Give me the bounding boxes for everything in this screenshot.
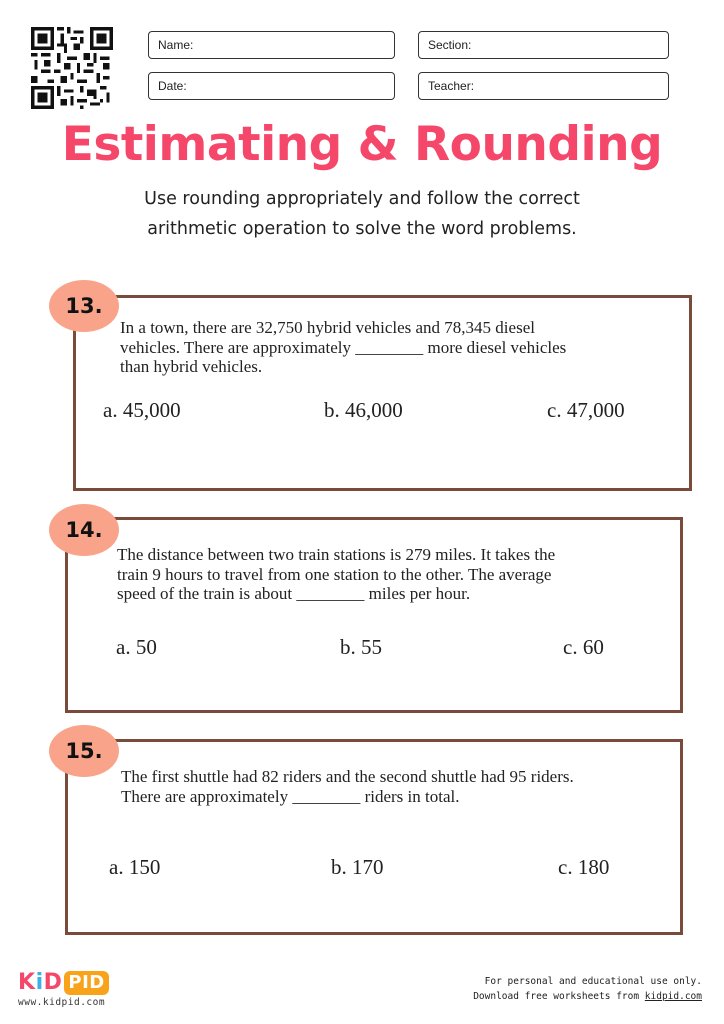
- question-number-15: 15.: [49, 725, 119, 777]
- kidpid-logo: [18, 970, 109, 1008]
- logo-letter-i: i: [35, 970, 44, 995]
- instructions-line-1: Use rounding appropriately and follow the correct: [144, 189, 580, 209]
- logo-pid-badge: [64, 971, 108, 995]
- date-label: Date:: [158, 79, 187, 93]
- question-text-14: [117, 545, 677, 604]
- section-field[interactable]: [418, 31, 669, 59]
- option-15-c[interactable]: c. 180: [558, 855, 610, 879]
- option-15-b[interactable]: b. 170: [331, 855, 384, 879]
- footer-note: [473, 974, 702, 1004]
- question-15-line-2: There are approximately ________ riders in total.: [121, 786, 460, 806]
- logo-letter-d: D: [43, 970, 63, 995]
- instructions-line-2: arithmetic operation to solve the word problems.: [147, 219, 577, 239]
- option-15-a[interactable]: a. 150: [109, 855, 161, 879]
- option-14-a[interactable]: a. 50: [116, 635, 157, 659]
- kidpid-logo-mark: [18, 970, 109, 995]
- name-label: Name:: [158, 38, 194, 52]
- page-title: Estimating & Rounding: [61, 117, 663, 172]
- logo-letter-p: P: [68, 971, 83, 993]
- question-14-line-2: train 9 hours to travel from one station to the other. The average: [117, 564, 552, 584]
- question-text-15: [121, 767, 681, 806]
- logo-url: www.kidpid.com: [18, 997, 106, 1008]
- kidpid-link[interactable]: kidpid.com: [644, 991, 702, 1002]
- question-number-13: 13.: [49, 280, 119, 332]
- option-13-b[interactable]: b. 46,000: [324, 398, 403, 422]
- footer-note-prefix: Download free worksheets from: [473, 991, 645, 1002]
- logo-letter-i2: I: [82, 971, 90, 993]
- option-13-a[interactable]: a. 45,000: [103, 398, 181, 422]
- teacher-field[interactable]: [418, 72, 669, 100]
- footer-note-line-2: [473, 989, 702, 1004]
- name-field[interactable]: [148, 31, 395, 59]
- logo-letter-k: K: [18, 970, 36, 995]
- question-text-13: [120, 318, 680, 377]
- question-13-line-1: In a town, there are 32,750 hybrid vehicles and 78,345 diesel: [120, 318, 535, 337]
- question-14-line-1: The distance between two train stations is 279 miles. It takes the: [117, 545, 556, 564]
- question-14-line-3: speed of the train is about ________ miles per hour.: [117, 584, 471, 603]
- question-13-line-3: than hybrid vehicles.: [120, 357, 263, 376]
- option-14-c[interactable]: c. 60: [563, 635, 604, 659]
- question-15-line-1: The first shuttle had 82 riders and the second shuttle had 95 riders.: [121, 767, 574, 786]
- option-14-b[interactable]: b. 55: [340, 635, 382, 659]
- instructions: [100, 184, 624, 244]
- qr-code: [31, 27, 113, 109]
- teacher-label: Teacher:: [428, 79, 475, 93]
- logo-letter-d2: D: [89, 971, 105, 993]
- section-label: Section:: [428, 38, 472, 52]
- date-field[interactable]: [148, 72, 395, 100]
- question-number-14: 14.: [49, 504, 119, 556]
- question-13-line-2: vehicles. There are approximately ________ more diesel vehicles: [120, 337, 567, 357]
- option-13-c[interactable]: c. 47,000: [547, 398, 625, 422]
- footer-note-line-1: For personal and educational use only.: [484, 976, 702, 987]
